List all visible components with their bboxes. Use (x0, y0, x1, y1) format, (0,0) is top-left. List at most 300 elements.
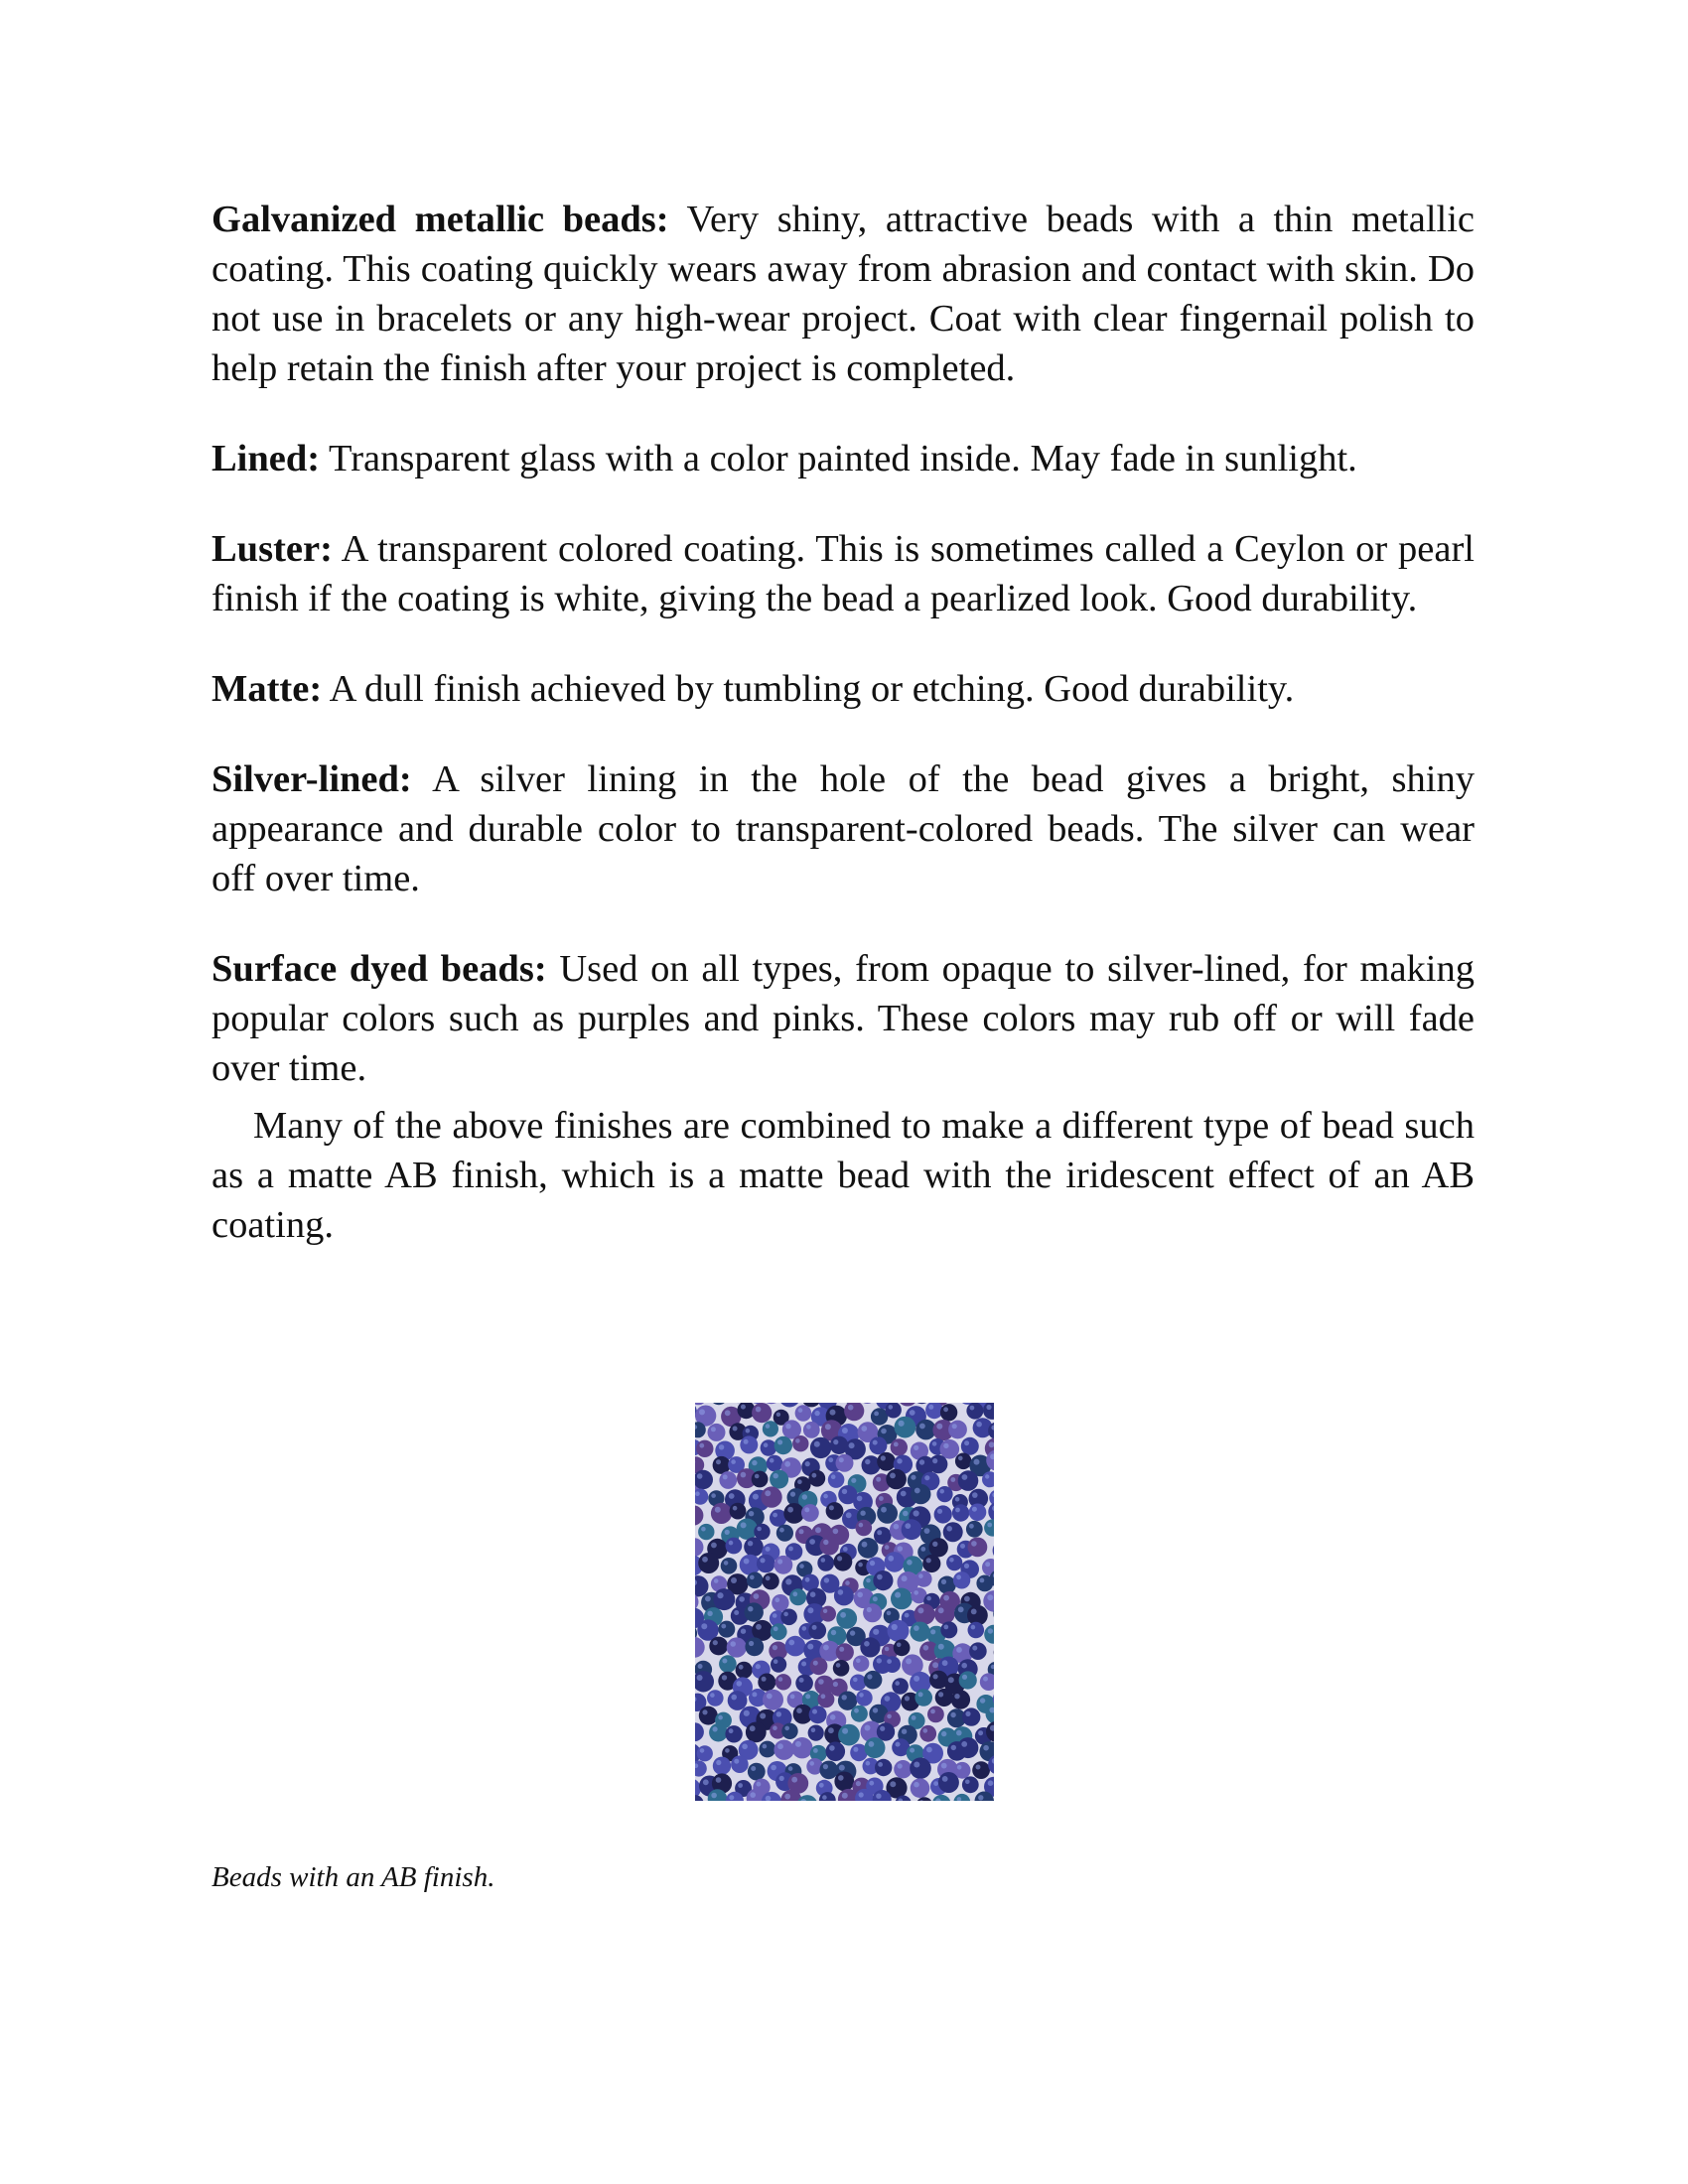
bead-highlight (933, 1674, 938, 1679)
bead-highlight (734, 1610, 739, 1615)
bead-highlight (811, 1728, 816, 1733)
bead (826, 1502, 844, 1520)
bead-highlight (964, 1440, 969, 1445)
bead (875, 1759, 892, 1776)
bead-highlight (790, 1695, 795, 1700)
bead-highlight (964, 1564, 969, 1569)
bead-highlight (877, 1658, 882, 1663)
bead-highlight (710, 1693, 715, 1698)
bead-highlight (961, 1663, 967, 1669)
bead-highlight (948, 1677, 954, 1683)
bead-highlight (867, 1674, 872, 1679)
bead-highlight (865, 1459, 870, 1464)
bead-highlight (860, 1511, 865, 1516)
bead (936, 1486, 952, 1502)
bead-highlight (805, 1694, 810, 1699)
bead-highlight (988, 1628, 993, 1633)
bead (795, 1405, 812, 1422)
bead (746, 1722, 767, 1743)
bead-highlight (760, 1713, 766, 1719)
bead (696, 1440, 713, 1457)
bead-highlight (976, 1765, 981, 1770)
bead-highlight (936, 1424, 942, 1430)
bead-highlight (729, 1493, 735, 1499)
bead-highlight (917, 1607, 923, 1613)
bead-highlight (938, 1644, 944, 1650)
term-label: Surface dyed beads: (211, 948, 547, 990)
bead-highlight (978, 1730, 983, 1735)
term-label: Luster: (211, 528, 333, 570)
bead-highlight (742, 1744, 748, 1750)
bead (833, 1660, 850, 1677)
definition-matte (211, 664, 1475, 714)
bead-highlight (932, 1662, 938, 1668)
bead-highlight (980, 1578, 985, 1583)
bead-highlight (823, 1645, 829, 1651)
bead-highlight (774, 1597, 779, 1602)
bead (791, 1737, 812, 1758)
bead (877, 1452, 896, 1471)
bead-highlight (956, 1574, 961, 1579)
bead-highlight (779, 1776, 784, 1781)
bead-highlight (714, 1578, 719, 1583)
bead-highlight (859, 1523, 864, 1528)
bead (961, 1437, 979, 1455)
bead-highlight (795, 1438, 800, 1443)
bead-highlight (770, 1458, 774, 1463)
bead (911, 1484, 930, 1504)
bead (873, 1570, 893, 1590)
bead-highlight (856, 1659, 861, 1664)
bead-highlight (746, 1429, 751, 1433)
bead-highlight (721, 1624, 726, 1629)
bead-highlight (924, 1475, 929, 1480)
bead-highlight (926, 1747, 932, 1753)
bead-highlight (773, 1725, 777, 1730)
bead-highlight (857, 1496, 863, 1502)
bead-highlight (766, 1424, 771, 1429)
bead-highlight (923, 1645, 929, 1651)
bead-highlight (802, 1494, 807, 1499)
definition-silver-lined (211, 754, 1475, 903)
bead-highlight (980, 1698, 985, 1703)
bead-highlight (919, 1459, 924, 1464)
bead-highlight (724, 1561, 729, 1566)
bead-highlight (713, 1726, 718, 1731)
bead-highlight (764, 1442, 769, 1447)
bead-highlight (767, 1694, 773, 1700)
bead (966, 1521, 983, 1538)
bead-highlight (941, 1731, 946, 1736)
bead (877, 1722, 895, 1740)
bead-highlight (738, 1783, 743, 1788)
bead-highlight (873, 1440, 878, 1445)
bead (968, 1622, 985, 1639)
bead-highlight (807, 1607, 813, 1613)
bead-highlight (876, 1794, 881, 1799)
bead-highlight (923, 1728, 928, 1733)
bead-highlight (809, 1539, 815, 1545)
bead-highlight (859, 1693, 864, 1698)
bead-highlight (866, 1578, 871, 1583)
bead (958, 1470, 979, 1491)
bead (808, 1725, 824, 1741)
bead-highlight (796, 1707, 802, 1713)
bead (910, 1622, 929, 1642)
bead-highlight (776, 1711, 781, 1716)
bead (771, 1623, 787, 1640)
bead-highlight (842, 1695, 847, 1700)
bead (789, 1588, 806, 1605)
bead (709, 1723, 728, 1742)
bead (836, 1454, 854, 1472)
bead (886, 1469, 907, 1490)
bead-highlight (701, 1527, 706, 1532)
bead (884, 1656, 901, 1673)
bead-highlight (902, 1575, 908, 1581)
bead (910, 1757, 931, 1779)
bead-highlight (756, 1624, 762, 1630)
bead (951, 1690, 970, 1708)
bead-highlight (809, 1761, 814, 1766)
bead-highlight (699, 1443, 704, 1448)
bead-highlight (955, 1508, 960, 1513)
bead (952, 1504, 969, 1521)
bead-highlight (938, 1607, 944, 1613)
bead (709, 1637, 728, 1656)
bead-highlight (965, 1711, 970, 1716)
bead-highlight (750, 1575, 755, 1580)
bead-highlight (731, 1695, 737, 1701)
bead-highlight (914, 1510, 919, 1516)
bead-highlight (878, 1762, 883, 1767)
bead (856, 1520, 873, 1537)
bead-highlight (881, 1455, 886, 1460)
bead-highlight (729, 1728, 734, 1733)
bead-highlight (846, 1512, 852, 1518)
bead-highlight (752, 1692, 757, 1697)
bead-highlight (733, 1506, 738, 1511)
figure-caption: Beads with an AB finish. (211, 1861, 495, 1893)
bead-highlight (799, 1529, 804, 1534)
bead (969, 1642, 987, 1660)
bead-highlight (926, 1558, 931, 1563)
bead-highlight (853, 1678, 858, 1683)
bead-highlight (911, 1475, 915, 1480)
bead-highlight (715, 1507, 721, 1513)
bead-highlight (881, 1429, 887, 1434)
bead (745, 1602, 764, 1621)
bead (808, 1622, 826, 1640)
bead-highlight (972, 1646, 977, 1651)
bead-highlight (821, 1558, 826, 1563)
bead-highlight (716, 1777, 722, 1783)
bead (962, 1707, 980, 1725)
bead (697, 1745, 713, 1761)
bead (863, 1603, 882, 1622)
bead-highlight (950, 1477, 955, 1482)
bead (934, 1505, 952, 1523)
bead (781, 1723, 797, 1739)
bead-highlight (928, 1405, 933, 1410)
bead-highlight (718, 1715, 723, 1720)
bead-highlight (833, 1439, 838, 1444)
bead-highlight (830, 1410, 836, 1416)
bead-highlight (823, 1494, 828, 1499)
bead-highlight (725, 1410, 731, 1416)
bead-highlight (867, 1607, 872, 1612)
bead (730, 1503, 747, 1520)
bead-highlight (983, 1677, 988, 1682)
bead (774, 1556, 793, 1574)
bead-highlight (856, 1781, 861, 1786)
bead-highlight (823, 1540, 828, 1545)
bead-highlight (879, 1496, 884, 1501)
bead (836, 1608, 857, 1629)
bead-highlight (702, 1557, 708, 1563)
bead-highlight (815, 1527, 821, 1533)
bead-highlight (787, 1507, 793, 1513)
bead-highlight (840, 1612, 846, 1618)
bead-highlight (749, 1641, 754, 1646)
term-description: Used on all types, from opaque to silver-lined, for making popular colors such as purples and pinks. These colors may rub off or will fade over time. (211, 948, 1475, 1089)
bead-highlight (894, 1442, 899, 1447)
bead-highlight (865, 1725, 871, 1731)
bead (892, 1678, 909, 1695)
bead (940, 1621, 957, 1638)
bead-highlight (716, 1760, 721, 1765)
bead-highlight (828, 1727, 834, 1733)
bead-highlight (932, 1542, 937, 1547)
bead-highlight (838, 1589, 844, 1595)
bead-highlight (942, 1660, 948, 1666)
bead-highlight (864, 1641, 870, 1647)
bead-highlight (719, 1444, 724, 1449)
bead-highlight (766, 1575, 771, 1580)
bead (752, 1403, 772, 1423)
bead-highlight (731, 1577, 737, 1583)
bead (959, 1671, 977, 1689)
bead-highlight (825, 1424, 831, 1430)
bead-highlight (905, 1613, 910, 1618)
definition-surface-dyed (211, 944, 1475, 1093)
bead (874, 1527, 892, 1545)
bead-highlight (914, 1625, 919, 1631)
bead (759, 1741, 775, 1758)
bead (736, 1662, 753, 1679)
bead-highlight (784, 1794, 790, 1800)
definition-lined (211, 434, 1475, 483)
bead-highlight (711, 1427, 716, 1432)
bead (929, 1538, 948, 1557)
bead-highlight (914, 1488, 920, 1494)
bead-highlight (987, 1594, 993, 1600)
bead-highlight (914, 1782, 919, 1788)
bead (927, 1706, 944, 1723)
bead-highlight (785, 1424, 790, 1429)
bead (834, 1553, 853, 1571)
bead-highlight (833, 1529, 839, 1535)
bead-highlight (976, 1422, 982, 1428)
bead-highlight (757, 1527, 762, 1532)
term-description: Transparent glass with a color painted inside. May fade in sunlight. (329, 438, 1357, 479)
bead-highlight (830, 1714, 836, 1720)
bead-highlight (972, 1492, 978, 1498)
bead (698, 1553, 719, 1573)
bead-highlight (722, 1675, 727, 1680)
bead (763, 1421, 778, 1436)
bead-highlight (985, 1562, 990, 1567)
bead-highlight (813, 1748, 818, 1753)
bead-highlight (750, 1792, 756, 1798)
bead-highlight (880, 1726, 885, 1731)
bead-highlight (805, 1461, 810, 1466)
bead-highlight (870, 1561, 875, 1566)
bead-highlight (695, 1491, 700, 1496)
bead-highlight (910, 1748, 914, 1753)
bead (820, 1536, 839, 1555)
bead-highlight (888, 1556, 894, 1562)
bead (914, 1689, 932, 1706)
bead-highlight (763, 1744, 768, 1749)
bead (911, 1778, 930, 1798)
bead-highlight (899, 1421, 905, 1427)
bead-highlight (964, 1596, 970, 1602)
bead-highlight (842, 1793, 848, 1799)
bead-highlight (716, 1459, 721, 1464)
bead-highlight (971, 1625, 976, 1630)
bead-highlight (955, 1497, 960, 1502)
bead (834, 1585, 854, 1605)
bead (758, 1674, 775, 1692)
bead (877, 1503, 898, 1524)
bead-highlight (850, 1630, 855, 1635)
bead-highlight (907, 1560, 913, 1566)
bead (894, 1760, 912, 1778)
bead-highlight (887, 1611, 892, 1616)
bead-highlight (881, 1507, 887, 1513)
bead-highlight (777, 1439, 782, 1444)
bead-highlight (805, 1577, 810, 1582)
bead-highlight (949, 1558, 954, 1563)
bead-highlight (779, 1528, 784, 1533)
bead-highlight (930, 1709, 935, 1714)
bead (745, 1637, 764, 1656)
bead-highlight (788, 1766, 793, 1771)
definition-luster (211, 524, 1475, 623)
bead-highlight (765, 1490, 771, 1496)
bead (713, 1757, 731, 1775)
bead (915, 1570, 932, 1587)
bead-highlight (812, 1709, 817, 1714)
bead (780, 1609, 797, 1626)
bead-highlight (744, 1559, 750, 1565)
bead-highlight (920, 1547, 925, 1552)
bead-highlight (897, 1458, 902, 1463)
bead-highlight (829, 1505, 834, 1510)
bead-highlight (845, 1580, 850, 1585)
bead-highlight (773, 1613, 777, 1618)
bead (938, 1772, 959, 1793)
bead-highlight (942, 1776, 948, 1782)
bead (850, 1675, 867, 1692)
bead (935, 1689, 953, 1706)
bead-highlight (785, 1578, 791, 1584)
bead-highlight (788, 1547, 793, 1552)
bead-highlight (697, 1473, 703, 1479)
bead-highlight (859, 1792, 864, 1797)
bead-highlight (784, 1461, 790, 1467)
body-paragraph: Many of the above finishes are combined to make a different type of bead such as a matte AB finish, which is a matte bead with the iridescent effect of an AB coating. (211, 1105, 1475, 1246)
bead-highlight (946, 1526, 952, 1532)
bead (856, 1690, 873, 1706)
bead (744, 1537, 764, 1557)
bead-highlight (828, 1457, 833, 1462)
bead-highlight (890, 1473, 896, 1479)
bead-highlight (857, 1592, 863, 1598)
bead-highlight (898, 1546, 904, 1552)
bead (955, 1453, 972, 1470)
bead-highlight (894, 1524, 900, 1530)
bead-highlight (705, 1596, 711, 1602)
bead-highlight (861, 1426, 867, 1432)
bead-highlight (932, 1441, 937, 1446)
bead-highlight (776, 1413, 780, 1417)
bead-highlight (885, 1545, 890, 1550)
bead-highlight (812, 1473, 817, 1478)
bead-highlight (802, 1626, 807, 1631)
bead-highlight (895, 1681, 900, 1686)
bead-highlight (741, 1405, 746, 1410)
bead-highlight (734, 1759, 739, 1764)
bead-highlight (774, 1659, 778, 1664)
bead-highlight (974, 1459, 980, 1465)
bead (943, 1522, 963, 1542)
bead (763, 1572, 779, 1589)
bead-highlight (766, 1547, 771, 1552)
bead-highlight (954, 1694, 959, 1699)
bead-highlight (814, 1411, 819, 1416)
bead-highlight (849, 1442, 855, 1448)
bead (774, 1740, 793, 1760)
bead (826, 1742, 846, 1762)
bead-highlight (737, 1681, 743, 1687)
bead-highlight (914, 1590, 918, 1595)
document-page (211, 195, 1475, 1250)
bead-highlight (918, 1692, 923, 1697)
term-description: Very shiny, attractive beads with a thin metallic coating. This coating quickly wears away from abrasion and contact with skin. Do not use in bracelets or any high-wear project. Coat with clear fingernail polish to help retain the finish after your project is completed. (211, 199, 1475, 389)
bead-highlight (905, 1696, 910, 1701)
bead (828, 1471, 845, 1488)
bead (776, 1525, 793, 1542)
bead-highlight (700, 1748, 705, 1753)
bead (747, 1572, 764, 1589)
bead-highlight (885, 1647, 890, 1652)
bead-highlight (810, 1591, 816, 1597)
bead (771, 1657, 786, 1673)
bead-highlight (744, 1710, 750, 1716)
bead-highlight (748, 1541, 753, 1546)
bead-highlight (777, 1743, 783, 1749)
bead (969, 1504, 987, 1522)
bead-highlight (957, 1765, 962, 1770)
bead-highlight (941, 1579, 946, 1584)
bead-highlight (912, 1715, 916, 1720)
bead-highlight (729, 1541, 734, 1546)
bead (752, 1471, 769, 1488)
bead-highlight (707, 1611, 712, 1616)
bead-highlight (897, 1643, 902, 1648)
